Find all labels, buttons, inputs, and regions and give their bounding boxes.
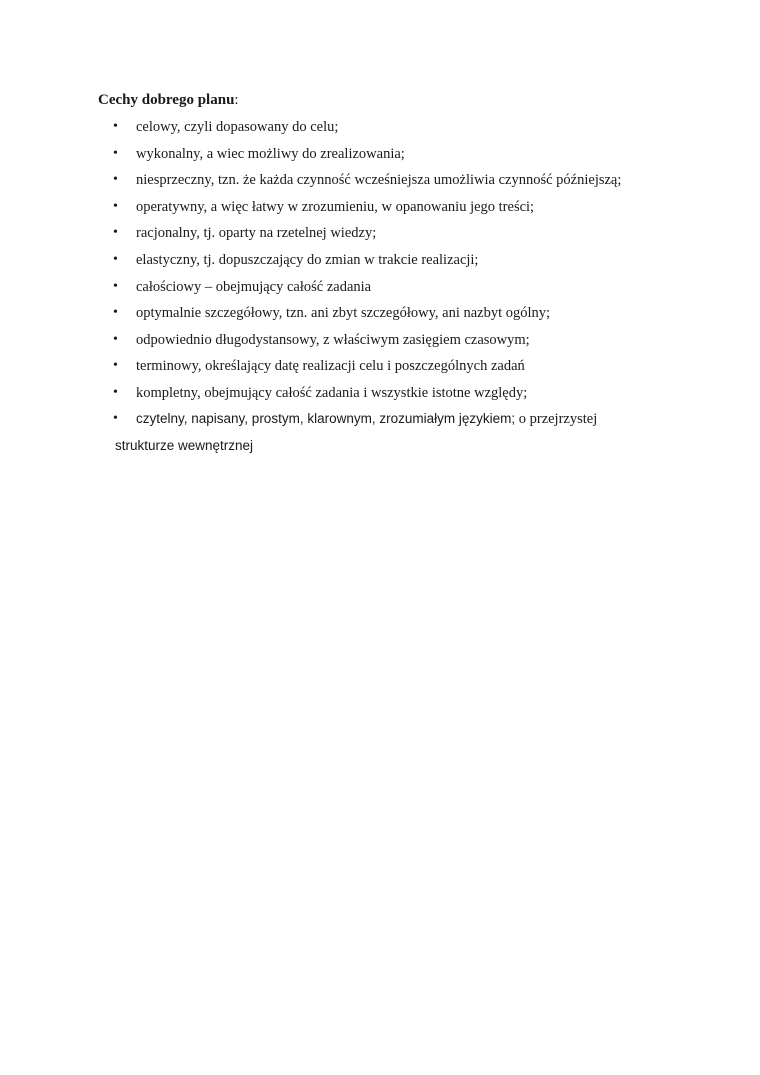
features-list [0,114,760,459]
list-item-continuation [0,433,760,460]
heading-colon: : [234,92,239,108]
bullet-icon: • [113,145,118,161]
list-item-text-serif: o przejrzystej [515,411,598,427]
list-item-text: wykonalny, a wiec możliwy do zrealizowania; [136,145,405,162]
list-item-text: celowy, czyli dopasowany do celu; [136,119,339,135]
list-item [0,300,760,327]
list-item-text: terminowy, określający datę realizacji celu i poszczególnych zadań [136,358,525,374]
list-item-text: optymalnie szczegółowy, tzn. ani zbyt szczegółowy, ani nazbyt ogólny; [136,305,551,321]
list-item [0,167,760,194]
bullet-icon: • [113,278,118,294]
list-item-text: odpowiednio długodystansowy, z właściwym zasięgiem czasowym; [136,331,530,348]
list-item [0,247,760,274]
list-item [0,220,760,247]
list-item [0,380,760,407]
bullet-icon: • [113,198,118,214]
list-item [0,327,760,354]
list-item [0,141,760,168]
list-item [0,406,760,433]
bullet-icon: • [113,384,118,400]
heading-title: Cechy dobrego planu [98,92,235,108]
bullet-icon: • [113,358,118,373]
list-item [0,114,760,141]
bullet-icon: • [113,119,118,134]
bullet-icon: • [113,331,118,347]
list-item [0,274,760,301]
section-heading [98,90,239,110]
continuation-text: strukturze wewnętrznej [115,437,254,453]
list-item-text-sans: czytelny, napisany, prostym, klarownym, zrozumiałym językiem; [136,411,516,426]
list-item-text: elastyczny, tj. dopuszczający do zmian w trakcie realizacji; [136,251,479,268]
list-item-text: niesprzeczny, tzn. że każda czynność wcześniejsza umożliwia czynność późniejszą; [136,172,622,188]
list-item-text: racjonalny, tj. oparty na rzetelnej wiedzy; [136,225,377,241]
list-item-text: operatywny, a więc łatwy w zrozumieniu, w opanowaniu jego treści; [136,198,535,215]
bullet-icon: • [113,225,118,240]
list-item-text: całościowy – obejmujący całość zadania [136,278,372,295]
list-item-text: kompletny, obejmujący całość zadania i wszystkie istotne względy; [136,384,528,401]
bullet-icon: • [113,305,118,320]
list-item [0,353,760,380]
bullet-icon: • [113,411,118,426]
bullet-icon: • [113,172,118,187]
list-item-text [136,406,597,433]
bullet-icon: • [113,251,118,267]
list-item [0,194,760,221]
